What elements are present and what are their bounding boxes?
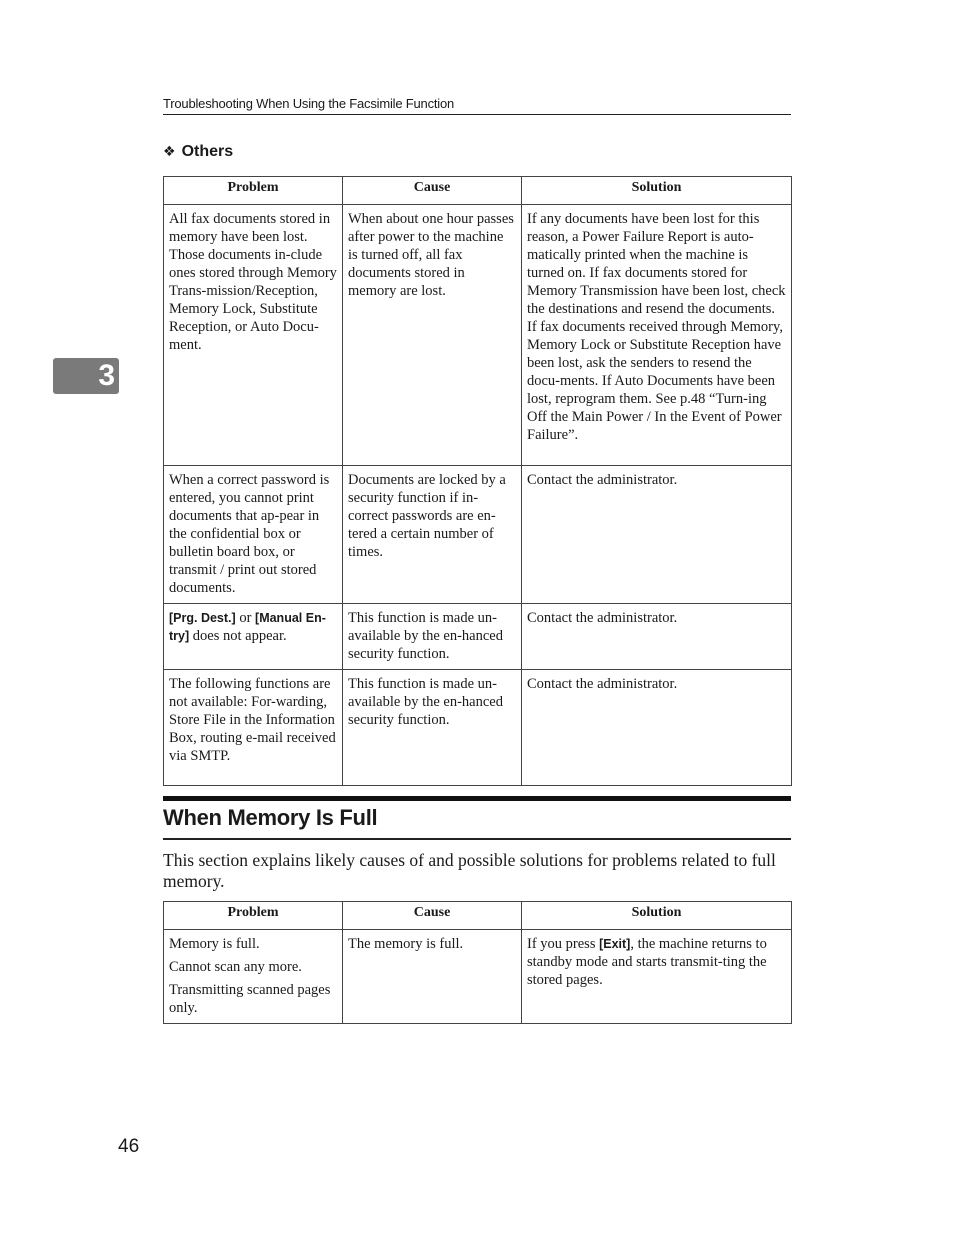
problem-cell: [164, 604, 343, 670]
column-header-solution: Solution: [522, 902, 792, 930]
cause-cell: The memory is full.: [343, 930, 522, 1024]
solution-cell: Contact the administrator.: [522, 670, 792, 786]
table-row: [164, 604, 792, 670]
table-row: [164, 930, 792, 1024]
solution-text-post: , the machine returns to standby mode and starts transmit-ting the stored pages.: [527, 936, 767, 988]
column-header-solution: Solution: [522, 177, 792, 205]
solution-cell: Contact the administrator.: [522, 466, 792, 604]
problem-cell: [164, 930, 343, 1024]
problem-cell: When a correct password is entered, you cannot print documents that ap-pear in the confidential box or bulletin board box, or transmit / print out stored documents.: [164, 466, 343, 604]
diamond-bullet-icon: ❖: [163, 143, 176, 159]
table-row: [164, 670, 792, 786]
column-header-cause: Cause: [343, 177, 522, 205]
solution-text-pre: If you press: [527, 936, 600, 952]
cause-cell: This function is made un-available by the en-hanced security function.: [343, 670, 522, 786]
column-header-cause: Cause: [343, 902, 522, 930]
others-title: Others: [181, 143, 234, 160]
key-prg-dest: [Prg. Dest.]: [169, 611, 236, 625]
problem-text-or: or: [235, 610, 256, 626]
problem-line: Transmitting scanned pages only.: [169, 982, 331, 1016]
section-heading: When Memory Is Full: [163, 805, 791, 840]
table-row: [164, 466, 792, 604]
table-header-row: [164, 177, 792, 205]
problem-text-tail: does not appear.: [189, 628, 287, 644]
solution-cell: If any documents have been lost for this reason, a Power Failure Report is auto-matically printed when the machine is turned on. If fax documents stored for Memory Transmission have been lost, check the destinations and resend the documents. If fax documents received through Memory, Memory Lock or Substitute Reception have been lost, ask the senders to resend the docu-ments. If Auto Documents have been lost, reprogram them. See p.48 “Turn-ing Off the Main Power / In the Event of Power Failure”.: [522, 205, 792, 466]
solution-cell: Contact the administrator.: [522, 604, 792, 670]
others-table: [163, 176, 792, 786]
table-header-row: [164, 902, 792, 930]
chapter-tab: 3: [53, 358, 119, 394]
column-header-problem: Problem: [164, 902, 343, 930]
running-header: Troubleshooting When Using the Facsimile Function: [163, 96, 791, 115]
cause-cell: Documents are locked by a security function if in-correct passwords are en-tered a certain number of times.: [343, 466, 522, 604]
page-number: 46: [118, 1136, 140, 1157]
key-exit: [Exit]: [599, 937, 631, 951]
problem-line: Memory is full.: [169, 936, 260, 952]
column-header-problem: Problem: [164, 177, 343, 205]
memory-table: [163, 901, 792, 1024]
key-manual-entry: [Manual En-try]: [169, 611, 326, 643]
others-heading: [163, 143, 233, 161]
table-row: [164, 205, 792, 466]
problem-cell: The following functions are not available: For-warding, Store File in the Information Box, routing e-mail received via SMTP.: [164, 670, 343, 786]
cause-cell: When about one hour passes after power to the machine is turned off, all fax documents stored in memory are lost.: [343, 205, 522, 466]
section-intro: This section explains likely causes of and possible solutions for problems related to full memory.: [163, 850, 776, 891]
cause-cell: This function is made un-available by the en-hanced security function.: [343, 604, 522, 670]
solution-cell: [522, 930, 792, 1024]
problem-cell: All fax documents stored in memory have been lost. Those documents in-clude ones stored through Memory Trans-mission/Reception, Memory Lock, Substitute Reception, or Auto Docu-ment.: [164, 205, 343, 466]
heading-rule: [163, 796, 791, 801]
problem-line: Cannot scan any more.: [169, 959, 302, 975]
